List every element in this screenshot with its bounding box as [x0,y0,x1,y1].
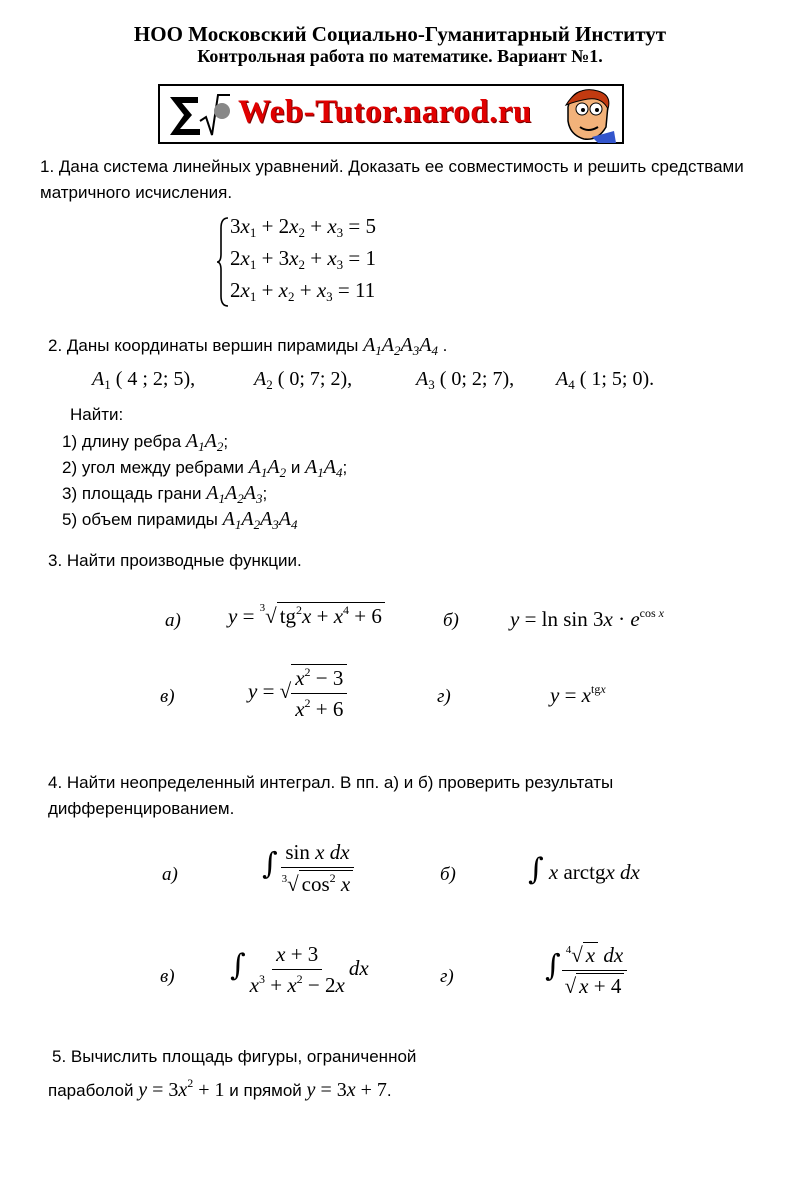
find-label: Найти: [70,405,124,424]
task2-text: 2. Даны координаты вершин пирамиды $A_1A_2A_3A_4$ . [48,334,448,358]
task5-line2: параболой $y = 3x^2 + 1$ и прямой y = 3x + 7. [48,1076,392,1101]
task4-text: 4. Найти неопределенный интеграл. В пп. а) и б) проверить результаты дифференцированием. [48,773,614,818]
task4-label-a: а) [162,864,178,885]
vertex-a2: $A_2$ ( 0; 7; 2), [254,368,353,392]
task3-label-c: в) [160,686,175,707]
equation-1: $3x_1 + 2x_2 + x_3 = 5$ [230,214,377,240]
task3-label-a: а) [165,610,181,631]
find-item-1: 1) длину ребра $A_1A_2$; [62,430,229,454]
task3-label-b: б) [443,610,459,631]
equation-2: $2x_1 + 3x_2 + x_3 = 1$ [230,246,377,272]
task3-formula-b: $y = \ln \sin 3x \cdot e^{cos x}$ [510,606,664,631]
task5-line1: 5. Вычислить площадь фигуры, ограниченной [52,1047,417,1066]
task4-integral-d: ∫ $\frac{^4√ x dx}{√ x + 4}$ [545,942,628,999]
sigma-logo-icon [164,87,234,143]
task4-label-c: в) [160,966,175,987]
task1-text: 1. Дана система линейных уравнений. Доказать ее совместимость и решить средствами матричного исчисления. [40,157,744,202]
task4-integral-a: ∫ $\frac{\text{sin x dx}}{^3√ \cos^2 x}$ [262,840,357,897]
equation-3: $2x_1 + x_2 + x_3 = 11$ [230,278,376,304]
left-brace-icon [216,216,230,308]
document-title: НОО Московский Социально-Гуманитарный Институт [133,22,667,46]
site-banner[interactable] [158,84,624,144]
banner-text[interactable]: Web-Tutor.narod.ru [238,94,532,130]
vertex-a1: $A_1$ ( 4 ; 2; 5), [92,368,196,392]
cartoon-face-icon [558,87,618,143]
document-subtitle: Контрольная работа по математике. Вариант №1. [197,46,603,66]
task3-formula-c: y = √ $\frac{x^2 - 3}{x^2 + 6}$ [248,664,347,722]
task4-label-b: б) [440,864,456,885]
task3-label-d: г) [437,686,451,707]
find-item-4: 5) объем пирамиды $A_1A_2A_3A_4$ [62,508,298,532]
task3-formula-a: y = $^3$√ $tg^2x + x^4 + 6$ [228,602,385,629]
task4-integral-b: ∫ x arctgx dx [528,852,640,887]
vertex-a4: $A_4$ ( 1; 5; 0). [556,368,655,392]
task3-formula-d: $y = x^{tgx}$ [550,682,606,707]
find-item-3: 3) площадь грани $A_1A_2A_3$; [62,482,268,506]
task4-label-d: г) [440,966,454,987]
find-item-2: 2) угол между ребрами $A_1A_2$ и $A_1A_4$; [62,456,348,480]
vertex-a3: $A_3$ ( 0; 2; 7), [416,368,515,392]
task4-integral-c: ∫ $\frac{x + 3}{x^3 + x^2 - 2x}$ dx [230,942,369,997]
task3-text: 3. Найти производные функции. [48,551,302,570]
